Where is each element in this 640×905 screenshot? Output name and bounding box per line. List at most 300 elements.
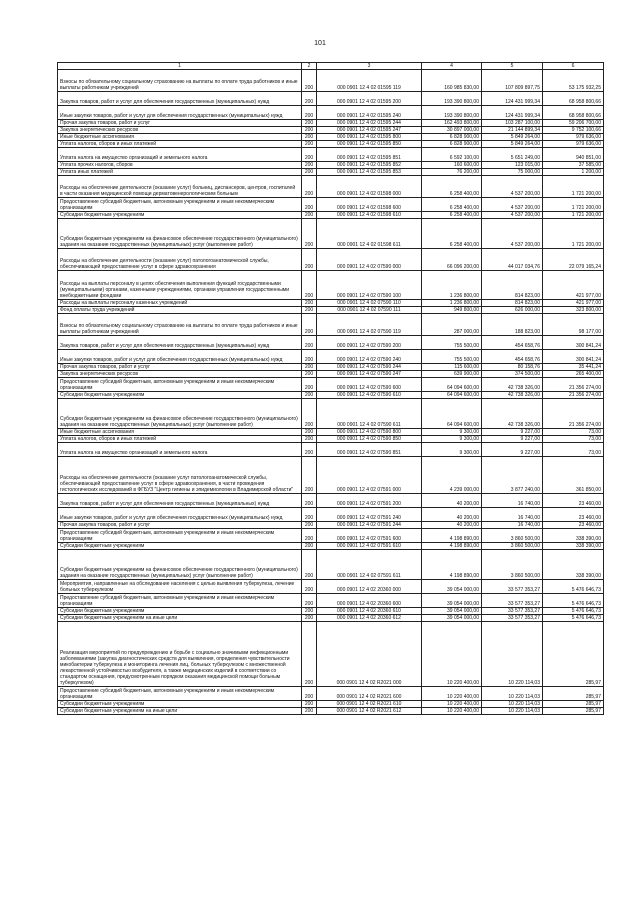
- row-line-code: 200: [302, 106, 317, 120]
- table-row: [58, 543, 604, 550]
- row-remaining-amount: 73,00: [543, 443, 604, 457]
- table-row: [58, 314, 604, 336]
- row-description: Предоставление субсидий бюджетным, автономным учреждениям и иным некоммерческим организациям: [58, 198, 302, 212]
- row-budget-code: 000 0901 12 4 02 07590 110: [317, 300, 422, 307]
- row-approved-amount: 9 300,00: [422, 443, 482, 457]
- row-description: Расходы на обеспечение деятельности (оказание услуг) больниц, диспансеров, центров, госпиталей в части оказания медицинской помощи дерматовенерологическим больным: [58, 176, 302, 198]
- table-row: [58, 594, 604, 608]
- row-description: Субсидии бюджетным учреждениям: [58, 701, 302, 708]
- row-approved-amount: 4 198 890,00: [422, 543, 482, 550]
- row-remaining-amount: 23 460,00: [543, 508, 604, 522]
- row-description: Предоставление субсидий бюджетным, автономным учреждениям и иным некоммерческим организациям: [58, 378, 302, 392]
- row-description: Иные бюджетные ассигнования: [58, 429, 302, 436]
- table-row: [58, 508, 604, 522]
- row-remaining-amount: 338 390,00: [543, 529, 604, 543]
- row-remaining-amount: 338 390,00: [543, 550, 604, 580]
- row-budget-code: 000 0901 12 4 02 07591 610: [317, 543, 422, 550]
- row-remaining-amount: 940 851,00: [543, 148, 604, 162]
- row-line-code: 200: [302, 594, 317, 608]
- row-executed-amount: 10 220 114,03: [482, 687, 543, 701]
- row-executed-amount: 16 740,00: [482, 494, 543, 508]
- row-line-code: 200: [302, 176, 317, 198]
- row-budget-code: 000 0901 12 4 02 01598 610: [317, 212, 422, 219]
- row-description: Уплата налога на имущество организаций и земельного налога: [58, 443, 302, 457]
- table-row: [58, 336, 604, 350]
- column-header-6: 6: [543, 63, 604, 70]
- row-approved-amount: 115 600,00: [422, 364, 482, 371]
- row-budget-code: 000 0901 12 4 02 07591 611: [317, 550, 422, 580]
- row-line-code: 200: [302, 399, 317, 429]
- row-approved-amount: 1 236 800,00: [422, 300, 482, 307]
- row-budget-code: 000 0901 12 4 02 07590 200: [317, 336, 422, 350]
- row-budget-code: 000 0901 12 4 02 01595 240: [317, 106, 422, 120]
- row-line-code: 200: [302, 436, 317, 443]
- row-executed-amount: 10 220 114,03: [482, 701, 543, 708]
- row-line-code: 200: [302, 494, 317, 508]
- row-budget-code: 000 0901 12 4 02 R2021 000: [317, 622, 422, 687]
- row-executed-amount: 42 738 326,00: [482, 399, 543, 429]
- table-row: [58, 92, 604, 106]
- row-remaining-amount: 300 841,24: [543, 350, 604, 364]
- row-remaining-amount: 285,97: [543, 701, 604, 708]
- table-row: [58, 580, 604, 594]
- row-description: Закупка энергетических ресурсов: [58, 127, 302, 134]
- table-row: [58, 378, 604, 392]
- row-budget-code: 000 0901 12 4 02 20360 600: [317, 594, 422, 608]
- table-row: [58, 127, 604, 134]
- row-executed-amount: 42 738 326,00: [482, 378, 543, 392]
- column-header-5: 5: [482, 63, 543, 70]
- row-remaining-amount: 23 460,00: [543, 522, 604, 529]
- row-remaining-amount: 21 356 274,00: [543, 378, 604, 392]
- row-remaining-amount: 22 079 165,24: [543, 249, 604, 271]
- row-approved-amount: 76 200,00: [422, 169, 482, 176]
- row-line-code: 200: [302, 314, 317, 336]
- row-budget-code: 000 0901 12 4 02 R2021 610: [317, 701, 422, 708]
- row-budget-code: 000 0901 12 4 02 07590 119: [317, 314, 422, 336]
- row-executed-amount: 814 823,00: [482, 300, 543, 307]
- row-line-code: 200: [302, 198, 317, 212]
- table-row: [58, 429, 604, 436]
- row-remaining-amount: 1 721 200,00: [543, 219, 604, 249]
- table-row: [58, 436, 604, 443]
- row-executed-amount: 10 220 114,03: [482, 622, 543, 687]
- row-line-code: 200: [302, 300, 317, 307]
- table-row: [58, 120, 604, 127]
- column-header-1: 1: [58, 63, 302, 70]
- row-executed-amount: 5 849 264,00: [482, 141, 543, 148]
- row-budget-code: 000 0901 12 4 02 07590 600: [317, 378, 422, 392]
- row-approved-amount: 66 096 200,00: [422, 249, 482, 271]
- table-header-row: [58, 63, 604, 70]
- row-remaining-amount: 5 476 646,73: [543, 594, 604, 608]
- row-remaining-amount: 59 206 700,00: [543, 120, 604, 127]
- row-approved-amount: 40 200,00: [422, 508, 482, 522]
- row-remaining-amount: 285,97: [543, 708, 604, 715]
- table-row: [58, 300, 604, 307]
- row-remaining-amount: 323 800,00: [543, 307, 604, 314]
- row-line-code: 200: [302, 120, 317, 127]
- row-budget-code: 000 0901 12 4 02 01595 800: [317, 134, 422, 141]
- row-remaining-amount: 979 636,00: [543, 141, 604, 148]
- row-budget-code: 000 0901 12 4 02 20360 000: [317, 580, 422, 594]
- row-executed-amount: 9 227,00: [482, 436, 543, 443]
- row-budget-code: 000 0901 12 4 02 01598 611: [317, 219, 422, 249]
- row-description: Прочая закупка товаров, работ и услуг: [58, 364, 302, 371]
- row-executed-amount: 3 860 500,00: [482, 529, 543, 543]
- table-row: [58, 198, 604, 212]
- row-remaining-amount: 68 958 800,66: [543, 92, 604, 106]
- row-description: Иные закупки товаров, работ и услуг для обеспечения государственных (муниципальных) нужд: [58, 508, 302, 522]
- budget-table: [57, 62, 604, 715]
- row-executed-amount: 75 000,00: [482, 169, 543, 176]
- row-budget-code: 000 0901 12 4 02 01598 000: [317, 176, 422, 198]
- row-remaining-amount: 5 476 646,73: [543, 615, 604, 622]
- row-budget-code: 000 0901 12 4 02 07590 610: [317, 392, 422, 399]
- row-remaining-amount: 265 400,00: [543, 371, 604, 378]
- row-approved-amount: 1 236 800,00: [422, 271, 482, 300]
- row-approved-amount: 10 220 400,00: [422, 708, 482, 715]
- row-approved-amount: 639 900,00: [422, 371, 482, 378]
- row-remaining-amount: 73,00: [543, 436, 604, 443]
- row-approved-amount: 193 390 800,00: [422, 92, 482, 106]
- row-approved-amount: 40 200,00: [422, 494, 482, 508]
- row-line-code: 200: [302, 708, 317, 715]
- row-executed-amount: 33 577 353,27: [482, 594, 543, 608]
- row-remaining-amount: 421 977,00: [543, 271, 604, 300]
- row-executed-amount: 33 577 353,27: [482, 580, 543, 594]
- row-executed-amount: 16 740,00: [482, 508, 543, 522]
- row-approved-amount: 64 094 600,00: [422, 392, 482, 399]
- row-executed-amount: 107 809 897,75: [482, 70, 543, 92]
- row-line-code: 200: [302, 392, 317, 399]
- row-line-code: 200: [302, 550, 317, 580]
- row-description: Взносы по обязательному социальному страхованию на выплаты по оплате труда работников и иные выплаты работникам учреждений: [58, 70, 302, 92]
- row-budget-code: 000 0901 12 4 02 07591 244: [317, 522, 422, 529]
- row-budget-code: 000 0901 12 4 02 R2021 600: [317, 687, 422, 701]
- row-line-code: 200: [302, 687, 317, 701]
- row-description: Реализация мероприятий по предупреждению и борьбе с социально значимыми инфекционными заболеваниями (закупка диагностических средств для выявления, определения чувствительности микобактерии туберкулеза и мониторинга лечения лиц, больных туберкулезом с множественной лекарственной устойчивостью возбудителя, а также медицинских изделий в соответствии со стандартом оснащения, предусмотренным порядком оказания медицинской помощи больным туберкулезом): [58, 622, 302, 687]
- row-line-code: 200: [302, 271, 317, 300]
- row-executed-amount: 814 823,00: [482, 271, 543, 300]
- row-executed-amount: 124 431 999,34: [482, 92, 543, 106]
- row-description: Закупка товаров, работ и услуг для обеспечения государственных (муниципальных) нужд: [58, 92, 302, 106]
- row-executed-amount: 42 738 326,00: [482, 392, 543, 399]
- row-description: Закупка товаров, работ и услуг для обеспечения государственных (муниципальных) нужд: [58, 494, 302, 508]
- row-line-code: 200: [302, 543, 317, 550]
- row-line-code: 200: [302, 336, 317, 350]
- row-line-code: 200: [302, 580, 317, 594]
- row-approved-amount: 755 500,00: [422, 336, 482, 350]
- row-budget-code: 000 0901 12 4 02 20360 612: [317, 615, 422, 622]
- row-line-code: 200: [302, 92, 317, 106]
- row-description: Закупка энергетических ресурсов: [58, 371, 302, 378]
- row-remaining-amount: 285,97: [543, 687, 604, 701]
- row-executed-amount: 33 577 353,27: [482, 615, 543, 622]
- row-line-code: 200: [302, 608, 317, 615]
- row-approved-amount: 6 828 900,00: [422, 141, 482, 148]
- row-budget-code: 000 0901 12 4 02 07590 850: [317, 436, 422, 443]
- row-executed-amount: 33 577 353,27: [482, 608, 543, 615]
- row-budget-code: 000 0901 12 4 02 07590 611: [317, 399, 422, 429]
- row-line-code: 200: [302, 371, 317, 378]
- table-row: [58, 106, 604, 120]
- row-approved-amount: 4 239 000,00: [422, 457, 482, 494]
- column-header-4: 4: [422, 63, 482, 70]
- row-remaining-amount: 5 476 646,73: [543, 580, 604, 594]
- row-description: Иные закупки товаров, работ и услуг для обеспечения государственных (муниципальных) нужд: [58, 106, 302, 120]
- row-line-code: 200: [302, 378, 317, 392]
- row-line-code: 200: [302, 169, 317, 176]
- row-line-code: 200: [302, 70, 317, 92]
- table-row: [58, 494, 604, 508]
- row-approved-amount: 6 258 400,00: [422, 212, 482, 219]
- row-line-code: 200: [302, 127, 317, 134]
- table-row: [58, 608, 604, 615]
- table-row: [58, 212, 604, 219]
- row-executed-amount: 374 500,00: [482, 371, 543, 378]
- row-remaining-amount: 1 721 200,00: [543, 198, 604, 212]
- table-row: [58, 371, 604, 378]
- row-description: Иные закупки товаров, работ и услуг для обеспечения государственных (муниципальных) нужд: [58, 350, 302, 364]
- table-row: [58, 443, 604, 457]
- row-executed-amount: 124 431 999,34: [482, 106, 543, 120]
- row-budget-code: 000 0901 12 4 02 07591 600: [317, 529, 422, 543]
- row-approved-amount: 9 300,00: [422, 429, 482, 436]
- row-approved-amount: 64 094 600,00: [422, 399, 482, 429]
- row-remaining-amount: 361 850,00: [543, 457, 604, 494]
- row-line-code: 200: [302, 457, 317, 494]
- row-line-code: 200: [302, 701, 317, 708]
- row-description: Субсидии бюджетным учреждениям: [58, 543, 302, 550]
- table-row: [58, 708, 604, 715]
- row-executed-amount: 4 537 200,00: [482, 176, 543, 198]
- row-remaining-amount: 421 977,00: [543, 300, 604, 307]
- row-description: Уплата прочих налогов, сборов: [58, 162, 302, 169]
- row-description: Мероприятия, направленные на обследование населения с целью выявления туберкулеза, лечение больных туберкулезом: [58, 580, 302, 594]
- row-budget-code: 000 0901 12 4 02 01595 244: [317, 120, 422, 127]
- row-approved-amount: 6 258 400,00: [422, 176, 482, 198]
- row-remaining-amount: 68 958 800,66: [543, 106, 604, 120]
- row-approved-amount: 162 493 800,00: [422, 120, 482, 127]
- row-description: Субсидии бюджетным учреждениям на финансовое обеспечение государственного (муниципального) задания на оказание государственных (муниципальных) услуг (выполнение работ): [58, 399, 302, 429]
- row-remaining-amount: 37 585,00: [543, 162, 604, 169]
- row-budget-code: 000 0901 12 4 02 07590 244: [317, 364, 422, 371]
- row-line-code: 200: [302, 307, 317, 314]
- row-description: Субсидии бюджетным учреждениям на финансовое обеспечение государственного (муниципального) задания на оказание государственных (муниципальных) услуг (выполнение работ): [58, 550, 302, 580]
- row-approved-amount: 64 094 600,00: [422, 378, 482, 392]
- row-budget-code: 000 0901 12 4 02 01595 119: [317, 70, 422, 92]
- row-line-code: 200: [302, 622, 317, 687]
- row-remaining-amount: 23 460,00: [543, 494, 604, 508]
- row-line-code: 200: [302, 212, 317, 219]
- row-approved-amount: 30 897 000,00: [422, 127, 482, 134]
- row-description: Предоставление субсидий бюджетным, автономным учреждениям и иным некоммерческим организациям: [58, 594, 302, 608]
- row-remaining-amount: 1 721 200,00: [543, 176, 604, 198]
- row-budget-code: 000 0901 12 4 02 07590 851: [317, 443, 422, 457]
- row-line-code: 200: [302, 615, 317, 622]
- row-description: Субсидии бюджетным учреждениям на финансовое обеспечение государственного (муниципального) задания на оказание государственных (муниципальных) услуг (выполнение работ): [58, 219, 302, 249]
- table-row: [58, 271, 604, 300]
- table-row: [58, 148, 604, 162]
- row-approved-amount: 39 054 000,00: [422, 615, 482, 622]
- row-line-code: 200: [302, 364, 317, 371]
- row-approved-amount: 10 220 400,00: [422, 622, 482, 687]
- row-approved-amount: 6 828 900,00: [422, 134, 482, 141]
- table-row: [58, 249, 604, 271]
- table-row: [58, 529, 604, 543]
- row-budget-code: 000 0901 12 4 02 07590 100: [317, 271, 422, 300]
- row-executed-amount: 123 015,00: [482, 162, 543, 169]
- row-description: Предоставление субсидий бюджетным, автономным учреждениям и иным некоммерческим организациям: [58, 529, 302, 543]
- row-description: Расходы на выплаты персоналу в целях обеспечения выполнения функций государственными (муниципальными) органами, казенными учреждениями, органами управления государственными внебюджетными фондами: [58, 271, 302, 300]
- table-row: [58, 522, 604, 529]
- row-remaining-amount: 53 175 932,25: [543, 70, 604, 92]
- row-approved-amount: 4 198 890,00: [422, 550, 482, 580]
- table-row: [58, 687, 604, 701]
- row-description: Субсидии бюджетным учреждениям: [58, 212, 302, 219]
- row-executed-amount: 10 220 114,03: [482, 708, 543, 715]
- table-row: [58, 457, 604, 494]
- row-remaining-amount: 5 476 646,73: [543, 608, 604, 615]
- row-line-code: 200: [302, 508, 317, 522]
- row-executed-amount: 9 227,00: [482, 429, 543, 436]
- row-line-code: 200: [302, 162, 317, 169]
- row-executed-amount: 9 227,00: [482, 443, 543, 457]
- row-line-code: 200: [302, 522, 317, 529]
- row-remaining-amount: 21 356 274,00: [543, 399, 604, 429]
- row-budget-code: 000 0901 12 4 02 01595 853: [317, 169, 422, 176]
- row-executed-amount: 103 287 100,00: [482, 120, 543, 127]
- row-description: Субсидии бюджетным учреждениям на иные цели: [58, 615, 302, 622]
- row-remaining-amount: 285,97: [543, 622, 604, 687]
- row-approved-amount: 160 985 830,00: [422, 70, 482, 92]
- table-row: [58, 615, 604, 622]
- table-row: [58, 70, 604, 92]
- row-budget-code: 000 0901 12 4 02 R2021 612: [317, 708, 422, 715]
- row-approved-amount: 193 390 800,00: [422, 106, 482, 120]
- row-approved-amount: 6 258 400,00: [422, 219, 482, 249]
- row-line-code: 200: [302, 350, 317, 364]
- row-approved-amount: 40 200,00: [422, 522, 482, 529]
- table-row: [58, 162, 604, 169]
- row-budget-code: 000 0901 12 4 02 07590 247: [317, 371, 422, 378]
- column-header-2: 2: [302, 63, 317, 70]
- table-row: [58, 134, 604, 141]
- table-row: [58, 392, 604, 399]
- row-executed-amount: 454 658,76: [482, 336, 543, 350]
- row-executed-amount: 21 144 899,34: [482, 127, 543, 134]
- row-executed-amount: 4 537 200,00: [482, 212, 543, 219]
- row-description: Уплата иных платежей: [58, 169, 302, 176]
- row-line-code: 200: [302, 429, 317, 436]
- table-row: [58, 550, 604, 580]
- row-approved-amount: 287 000,00: [422, 314, 482, 336]
- table-row: [58, 307, 604, 314]
- row-remaining-amount: 979 636,00: [543, 134, 604, 141]
- row-budget-code: 000 0901 12 4 02 07590 240: [317, 350, 422, 364]
- row-approved-amount: 6 258 400,00: [422, 198, 482, 212]
- table-row: [58, 169, 604, 176]
- row-remaining-amount: 21 356 274,00: [543, 392, 604, 399]
- row-line-code: 200: [302, 148, 317, 162]
- table-row: [58, 141, 604, 148]
- row-description: Прочая закупка товаров, работ и услуг: [58, 120, 302, 127]
- row-executed-amount: 4 537 200,00: [482, 198, 543, 212]
- row-executed-amount: 3 860 500,00: [482, 550, 543, 580]
- row-remaining-amount: 73,00: [543, 429, 604, 436]
- row-executed-amount: 454 658,76: [482, 350, 543, 364]
- row-description: Закупка товаров, работ и услуг для обеспечения государственных (муниципальных) нужд: [58, 336, 302, 350]
- row-description: Уплата налога на имущество организаций и земельного налога: [58, 148, 302, 162]
- row-line-code: 200: [302, 443, 317, 457]
- row-description: Субсидии бюджетным учреждениям: [58, 608, 302, 615]
- row-approved-amount: 39 054 000,00: [422, 608, 482, 615]
- row-description: Иные бюджетные ассигнования: [58, 134, 302, 141]
- row-approved-amount: 39 054 000,00: [422, 594, 482, 608]
- row-executed-amount: 3 877 240,00: [482, 457, 543, 494]
- row-description: Расходы на обеспечение деятельности (оказание услуг) патологоанатомической службы, обеспечивающей предоставление услуг в сфере здравоохранения: [58, 249, 302, 271]
- row-budget-code: 000 0901 12 4 02 01598 600: [317, 198, 422, 212]
- row-approved-amount: 949 800,00: [422, 307, 482, 314]
- page-number: 101: [314, 40, 326, 47]
- row-description: Фонд оплаты труда учреждений: [58, 307, 302, 314]
- table-row: [58, 701, 604, 708]
- row-executed-amount: 626 000,00: [482, 307, 543, 314]
- row-budget-code: 000 0901 12 4 02 07590 800: [317, 429, 422, 436]
- row-approved-amount: 9 300,00: [422, 436, 482, 443]
- row-line-code: 200: [302, 141, 317, 148]
- row-executed-amount: 4 537 200,00: [482, 219, 543, 249]
- row-description: Уплата налогов, сборов и иных платежей: [58, 436, 302, 443]
- row-budget-code: 000 0901 12 4 02 07591 200: [317, 494, 422, 508]
- row-description: Расходы на выплаты персоналу казенных учреждений: [58, 300, 302, 307]
- table-row: [58, 350, 604, 364]
- row-approved-amount: 755 500,00: [422, 350, 482, 364]
- row-budget-code: 000 0901 12 4 02 01595 852: [317, 162, 422, 169]
- row-remaining-amount: 300 841,24: [543, 336, 604, 350]
- row-budget-code: 000 0901 12 4 02 20360 610: [317, 608, 422, 615]
- row-budget-code: 000 0901 12 4 02 01595 247: [317, 127, 422, 134]
- row-description: Уплата налогов, сборов и иных платежей: [58, 141, 302, 148]
- row-executed-amount: 5 651 249,00: [482, 148, 543, 162]
- table-row: [58, 219, 604, 249]
- row-remaining-amount: 1 200,00: [543, 169, 604, 176]
- row-remaining-amount: 1 721 200,00: [543, 212, 604, 219]
- row-remaining-amount: 9 752 100,66: [543, 127, 604, 134]
- row-remaining-amount: 35 441,24: [543, 364, 604, 371]
- row-line-code: 200: [302, 249, 317, 271]
- row-executed-amount: 44 017 034,76: [482, 249, 543, 271]
- row-budget-code: 000 0901 12 4 02 07591 000: [317, 457, 422, 494]
- row-executed-amount: 5 849 264,00: [482, 134, 543, 141]
- row-budget-code: 000 0901 12 4 02 07591 240: [317, 508, 422, 522]
- row-remaining-amount: 338 390,00: [543, 543, 604, 550]
- row-executed-amount: 16 740,00: [482, 522, 543, 529]
- table-row: [58, 364, 604, 371]
- row-executed-amount: 188 823,00: [482, 314, 543, 336]
- row-description: Субсидии бюджетным учреждениям: [58, 392, 302, 399]
- row-executed-amount: 80 158,76: [482, 364, 543, 371]
- row-budget-code: 000 0901 12 4 02 01595 850: [317, 141, 422, 148]
- table-row: [58, 399, 604, 429]
- row-approved-amount: 10 220 400,00: [422, 701, 482, 708]
- row-remaining-amount: 98 177,00: [543, 314, 604, 336]
- row-description: Взносы по обязательному социальному страхованию на выплаты по оплате труда работников и иные выплаты работникам учреждений: [58, 314, 302, 336]
- row-budget-code: 000 0901 12 4 02 07590 000: [317, 249, 422, 271]
- row-description: Субсидии бюджетным учреждениям на иные цели: [58, 708, 302, 715]
- row-executed-amount: 3 860 500,00: [482, 543, 543, 550]
